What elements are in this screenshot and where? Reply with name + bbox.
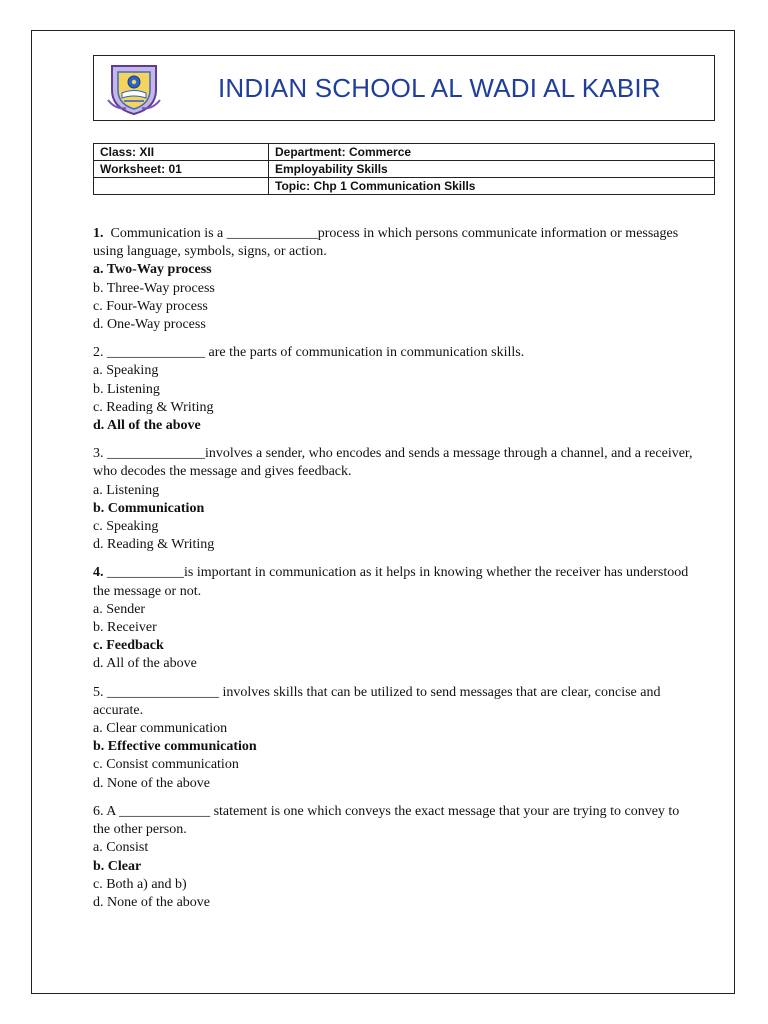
table-row [94,161,715,178]
question-6 [93,803,693,912]
school-header [93,55,715,121]
question-text [93,564,693,600]
question-text [93,445,697,481]
question-2 [93,344,693,435]
table-cell: Employability Skills [269,161,715,178]
table-cell: Worksheet: 01 [94,161,269,178]
answer-option-correct: c. Feedback [93,638,164,654]
answer-option-correct: a. Two-Way process [93,262,212,278]
question-stem: Communication is a _____________process in which persons communicate information or messages using language, symbols, signs, or action. [93,226,682,260]
answer-option: c. Both a) and b) [93,876,187,892]
answer-option: b. Receiver [93,620,157,636]
question-text [93,684,693,720]
table-cell: Topic: Chp 1 Communication Skills [269,178,715,195]
answer-option: c. Four-Way process [93,298,208,314]
answer-option: a. Consist [93,840,149,856]
answer-option: d. None of the above [93,775,211,791]
question-number: 3. [93,446,104,462]
question-1 [93,225,693,334]
answer-option: b. Listening [93,381,160,397]
answer-option-correct: b. Clear [93,858,142,874]
question-number: 4. [93,565,104,581]
question-number: 5. [93,684,104,700]
answer-option: d. One-Way process [93,317,206,333]
question-stem: ______________ are the parts of communication in communication skills. [103,345,525,361]
answer-option: a. Speaking [93,363,159,379]
question-number: 2. [93,345,104,361]
question-4 [93,564,693,673]
answer-option: d. All of the above [93,656,197,672]
question-stem: A _____________ statement is one which conveys the exact message that your are trying to convey to the other person. [93,803,683,838]
question-text [93,225,693,261]
answer-option-correct: b. Effective communication [93,739,257,755]
question-list [93,225,697,922]
answer-option: a. Sender [93,601,146,617]
answer-option-correct: b. Communication [93,500,205,516]
table-cell: Class: XII [94,144,269,161]
answer-option: c. Speaking [93,519,159,535]
table-cell: Department: Commerce [269,144,715,161]
answer-option: c. Consist communication [93,757,239,773]
answer-option: c. Reading & Writing [93,399,214,415]
question-number: 1. [93,226,104,241]
question-5 [93,684,693,793]
question-stem: ________________ involves skills that can be utilized to send messages that are clear, concise and accurate. [93,684,664,718]
answer-option-correct: d. All of the above [93,418,201,434]
school-crest-icon [104,60,164,116]
school-name: INDIAN SCHOOL AL WADI AL KABIR [218,73,661,103]
question-stem: ___________is important in communication as it helps in knowing whether the receiver has understood the message or not. [93,565,692,599]
answer-option: d. Reading & Writing [93,537,215,553]
answer-option: a. Listening [93,482,160,498]
worksheet-info-table [93,143,715,195]
question-number: 6. [93,803,104,819]
question-3 [93,445,697,554]
table-cell [94,178,269,195]
question-text [93,803,693,839]
question-text [93,344,693,362]
question-stem: ______________involves a sender, who encodes and sends a message through a channel, and a receiver, who decodes the message and gives feedback. [93,446,697,480]
table-row [94,178,715,195]
table-row [94,144,715,161]
answer-option: b. Three-Way process [93,280,215,296]
answer-option: d. None of the above [93,894,211,910]
answer-option: a. Clear communication [93,721,228,737]
